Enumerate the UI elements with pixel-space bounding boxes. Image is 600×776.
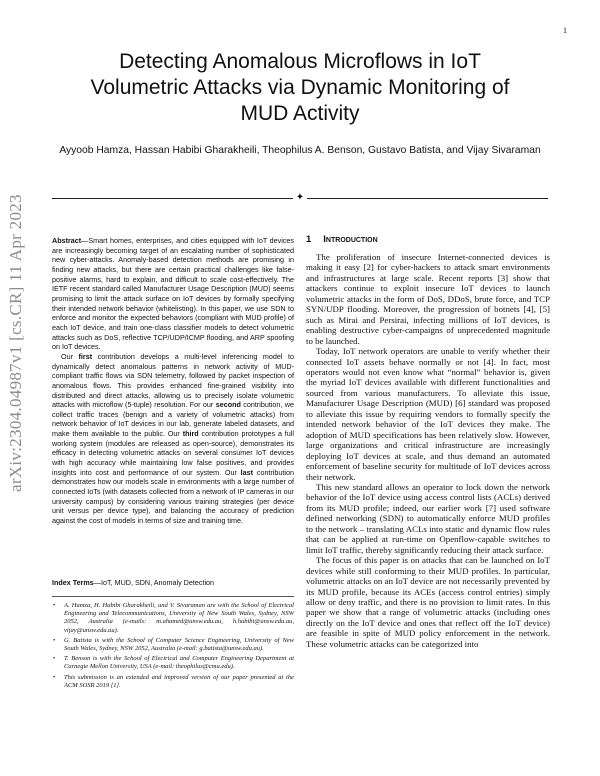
abstract-text: contribution demonstrates how our models scale in environments with a large number of connected IoTs (with datasets collected from a network of IP cameras in our university campus) by considering various training strategies (per device unit versus per device type), and balancing the accuracy of prediction against the cost of models in terms of size and training time. [52, 467, 295, 526]
footnote-item: • This submission is an extended and improved version of our paper presented at the ACM SOSR 2019 [1]. [52, 674, 294, 690]
body-paragraph: The focus of this paper is on attacks that can be launched on IoT devices while still conforming to their MUD profiles. In particular, volumetric attacks on an IoT device are not necessarily prevented by its MUD profile, because its ACEs (access control entries) simply allow or deny traffic, and there is no provision to limit rates. In this paper we show that a range of volumetric attacks (including ones directly on the IoT device and ones that reflect off the IoT device) are feasible in spite of MUD policy enforcement in the network. These volumetric attacks can be categorized into [306, 555, 550, 649]
abstract-text: contribution, we collect traffic traces (benign and a variety of volumetric attacks) from network behavior of IoT devices in our lab, generate labeled datasets, and make them available to the public. Our [52, 400, 294, 439]
abstract-text: —Smart homes, enterprises, and cities equipped with IoT devices are increasingly becoming target of an escalating number of sophisticated new cyber-attacks. Anomaly-based detection methods are promising in finding new attacks, but there are certain practical challenges like false-positive alarms, hard to explain, and difficult to scale cost-effectively. The IETF recent standard called Manufacturer Usage Description (MUD) seems promising to limit the attack surface on IoT devices by formally specifying their intended network behavior (whitelisting). In this paper, we use SDN to enforce and monitor the expected behaviors (compliant with MUD profile) of each IoT device, and train one-class classifier models to detect volumetric attacks such as DoS, reflective TCP/UDP/ICMP flooding, and ARP spoofing on IoT devices. [52, 236, 294, 352]
section-title: Introduction [323, 234, 378, 245]
body-paragraph: The proliferation of insecure Internet-connected devices is making it easy [2] for cyber-hackers to attack smart environments and infrastructures at large scale. Recent reports [3] show that attackers continue to exploit insecure IoT devices to launch volumetric attacks in the form of DoS, DDoS, brute force, and TCP SYN/UDP flooding. Moreover, the progression of botnets [4], [5] such as Mirai and Persirai, infecting millions of IoT devices, is enabling destructive cyber-campaigns of unprecedented magnitude to be launched. [306, 252, 550, 346]
index-terms-label: Index Terms [52, 578, 94, 587]
abstract-paragraph [52, 352, 294, 526]
page-number: 1 [563, 26, 567, 35]
abstract-emphasis: last [240, 467, 254, 477]
abstract-text: contribution prototypes a full working system (modules are released as open-source), demonstrates its efficacy in detecting volumetric attacks on several consumer IoT devices with high accuracy while maintaining low false positives, and provides insights into cost and performance of our system. Our [52, 429, 294, 477]
section-heading [306, 234, 378, 245]
arxiv-identifier-stamp: arXiv:2304.04987v1 [cs.CR] 11 Apr 2023 [6, 194, 25, 492]
section-number: 1 [306, 234, 312, 245]
abstract-emphasis: third [182, 429, 199, 439]
author-footnotes [52, 602, 294, 692]
paper-title: Detecting Anomalous Microflows in IoT Volumetric Attacks via Dynamic Monitoring of MUD Activity [90, 50, 510, 125]
abstract-text: contribution develops a multi-level inferencing model to dynamically detect anomalous patterns in network activity of MUD-compliant traffic flows via SDN telemetry, followed by packet inspection of anomalous flows. This provides enhanced fine-grained visibility into distributed and direct attacks, allowing us to precisely isolate volumetric attacks with microflow (5-tuple) resolution. For our [52, 351, 294, 410]
abstract-text: Our [61, 351, 79, 361]
abstract-label: Abstract [52, 236, 82, 245]
index-terms [52, 578, 294, 587]
abstract-emphasis: second [215, 400, 241, 410]
footnote-rule [52, 596, 294, 597]
abstract [52, 236, 294, 526]
abstract-paragraph [52, 236, 294, 352]
index-terms-text: —IoT, MUD, SDN, Anomaly Detection [93, 578, 215, 587]
author-list: Ayyoob Hamza, Hassan Habibi Gharakheili, Theophilus A. Benson, Gustavo Batista, and Vijay Sivaraman [59, 145, 541, 156]
footnote-item: • T. Benson is with the School of Electrical and Computer Engineering Department at Carnegie Mellon University, USA (e-mail: theophilus@cmu.edu). [52, 655, 294, 671]
body-paragraph: This new standard allows an operator to lock down the network behavior of the IoT device using access control lists (ACLs) derived from its MUD profile; indeed, our earlier work [7] used software defined networking (SDN) to automatically enforce MUD profiles to the network – translating ACLs into static and dynamic flow rules that can be applied at run-time on Openflow-capable switches to limit IoT traffic, thereby significantly reducing their attack surface. [306, 481, 550, 555]
body-paragraph: Today, IoT network operators are unable to verify whether their connected IoT assets behave normally or not [4]. In fact, most operators would not even know what “normal” behavior is, given the myriad IoT devices available with different functionalities and sourced from various manufacturers. To alleviate this issue, Manufacturer Usage Description (MUD) [6] standard was proposed to alleviate this issue by requiring vendors to formally specify the intended network behavior of the IoT devices they make. The adoption of MUD specifications has been relatively slow. However, large organizations and critical infrastructure are increasingly deploying IoT devices at scale, and thus demand an automated enforcement of baseline security for multitude of IoT devices across their network. [306, 346, 550, 482]
footnote-item: • G. Batista is with the School of Computer Science Engineering, University of New South Wales, Sydney, NSW 2052, Australia (e-mail: g.batista@unsw.edu.au). [52, 637, 294, 653]
footnote-item: • A. Hamza, H. Habibi Gharakheili, and V. Sivaraman are with the School of Electrical Engineering and Telecommunications, University of New South Wales, Sydney, NSW 2052, Australia (e-mails: m.ahamed@unsw.edu.au, h.habibi@unsw.edu.au, vijay@unsw.edu.au). [52, 602, 294, 635]
abstract-emphasis: first [78, 351, 93, 361]
introduction-body [306, 252, 550, 649]
divider-ornament: ✦ [293, 192, 307, 204]
